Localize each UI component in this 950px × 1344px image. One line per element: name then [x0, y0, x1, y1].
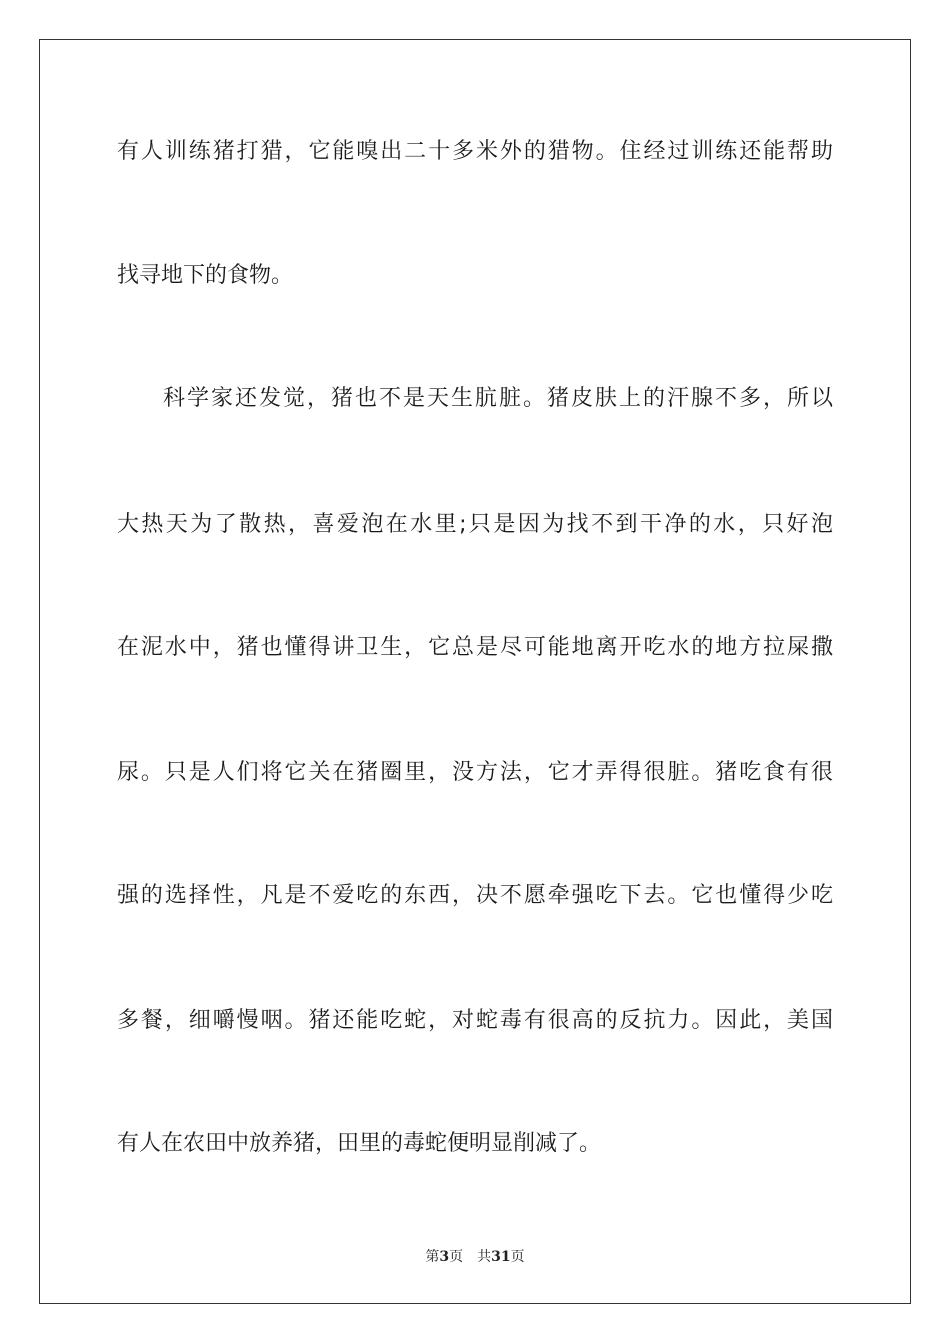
- text-line-9: 有人在农田中放养猪，田里的毒蛇便明显削减了。: [117, 1131, 602, 1156]
- text-line-7: 强的选择性，凡是不爱吃的东西，决不愿牵强吃下去。它也懂得少吃: [117, 883, 833, 908]
- text-line-8: 多餐，细嚼慢咽。猪还能吃蛇，对蛇毒有很高的反抗力。因此，美国: [117, 1008, 833, 1033]
- page-number: 3: [439, 1249, 450, 1265]
- page-prefix: 第: [425, 1249, 440, 1265]
- text-line-4: 大热天为了散热，喜爱泡在水里;只是因为找不到干净的水，只好泡: [117, 512, 833, 537]
- text-line-2: 找寻地下的食物。: [117, 263, 294, 288]
- total-pages: 31: [491, 1249, 511, 1265]
- text-line-1: 有人训练猪打猎，它能嗅出二十多米外的猎物。住经过训练还能帮助: [117, 139, 833, 164]
- page-suffix: 页: [449, 1249, 464, 1265]
- page-footer: [0, 1248, 950, 1266]
- text-line-3: 科学家还发觉，猪也不是天生肮脏。猪皮肤上的汗腺不多，所以: [163, 386, 833, 411]
- total-prefix: 共: [477, 1249, 492, 1265]
- text-line-6: 尿。只是人们将它关在猪圈里，没方法，它才弄得很脏。猪吃食有很: [117, 760, 833, 785]
- page-frame: [39, 39, 911, 1304]
- total-suffix: 页: [510, 1249, 525, 1265]
- text-line-5: 在泥水中，猪也懂得讲卫生，它总是尽可能地离开吃水的地方拉屎撒: [117, 635, 833, 660]
